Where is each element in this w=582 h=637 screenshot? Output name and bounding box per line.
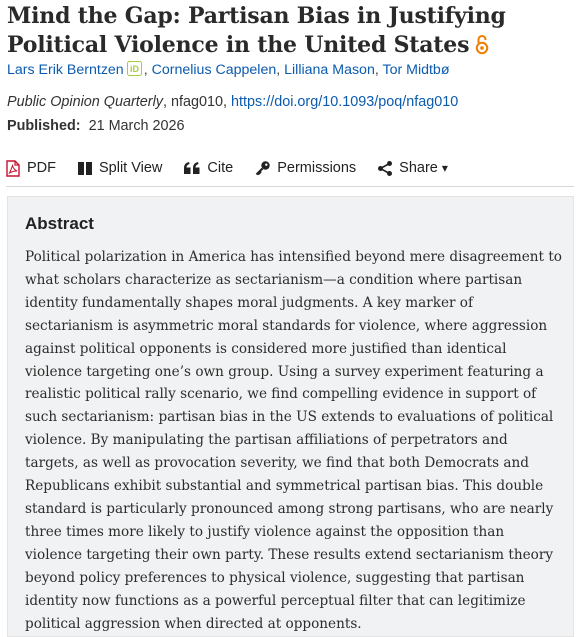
chevron-down-icon: ▾ bbox=[441, 161, 448, 175]
split-view-icon bbox=[78, 162, 92, 175]
author-link-3[interactable]: Lilliana Mason bbox=[284, 62, 375, 78]
quote-icon bbox=[184, 162, 200, 174]
author-link-1[interactable]: Lars Erik Berntzen bbox=[7, 62, 124, 78]
article-toolbar bbox=[6, 155, 574, 187]
permissions-button[interactable] bbox=[255, 155, 356, 181]
article-id: , nfag010, bbox=[162, 94, 231, 110]
article-title-text: Mind the Gap: Partisan Bias in Justifying Political Violence in the United States bbox=[7, 3, 506, 58]
abstract-heading: Abstract bbox=[25, 214, 94, 233]
share-label: Share bbox=[399, 160, 438, 176]
doi-link[interactable]: https://doi.org/10.1093/poq/nfag010 bbox=[231, 94, 459, 110]
cite-button[interactable] bbox=[184, 155, 233, 181]
abstract-text: Political polarization in America has intensified beyond mere disagreement to what scholars characterize as sectarianism—a condition where partisan identity fundamentally shapes moral judgments. A key marker of sectarianism is asymmetric moral standards for violence, where aggression against political opponents is considered more justified than identical violence targeting one’s own group. Using a survey experiment featuring a realistic political rally scenario, we find compelling evidence in support of such sectarianism: partisan bias in the US extends to evaluations of political violence. By manipulating the partisan affiliations of perpetrators and targets, as well as provocation severity, we find that both Democrats and Republicans exhibit substantial and symmetrical partisan bias. This double standard is particularly pronounced among strong partisans, who are nearly three times more likely to justify violence against the opposition than violence targeting their own party. These results extend sectarianism theory beyond policy preferences to physical violence, suggesting that partisan identity now functions as a powerful perceptual filter that can legitimize political aggression when directed at opponents. bbox=[25, 249, 562, 632]
share-button[interactable] bbox=[378, 155, 448, 181]
svg-text:iD: iD bbox=[129, 64, 139, 74]
orcid-icon[interactable] bbox=[127, 61, 142, 82]
abstract-section bbox=[7, 196, 574, 637]
author-separator: , bbox=[276, 62, 281, 78]
published-label: Published: bbox=[7, 118, 81, 134]
published-date: 21 March 2026 bbox=[88, 118, 185, 134]
author-separator: , bbox=[143, 62, 148, 78]
author-link-4[interactable]: Tor Midtbø bbox=[382, 62, 450, 78]
key-icon bbox=[255, 161, 270, 176]
author-list bbox=[7, 60, 450, 82]
journal-name: Public Opinion Quarterly bbox=[7, 94, 163, 110]
author-separator: , bbox=[374, 62, 379, 78]
open-access-lock-icon bbox=[475, 34, 489, 63]
author-link-2[interactable]: Cornelius Cappelen bbox=[151, 62, 277, 78]
pdf-icon bbox=[6, 160, 20, 177]
published-line bbox=[7, 116, 185, 136]
cite-label: Cite bbox=[207, 160, 234, 176]
split-view-button[interactable] bbox=[78, 155, 162, 181]
permissions-label: Permissions bbox=[277, 160, 357, 176]
pdf-label: PDF bbox=[27, 160, 56, 176]
citation-line bbox=[7, 92, 458, 112]
split-view-label: Split View bbox=[99, 160, 163, 176]
share-icon bbox=[378, 161, 392, 176]
article-title bbox=[7, 2, 577, 62]
pdf-button[interactable] bbox=[6, 155, 56, 181]
